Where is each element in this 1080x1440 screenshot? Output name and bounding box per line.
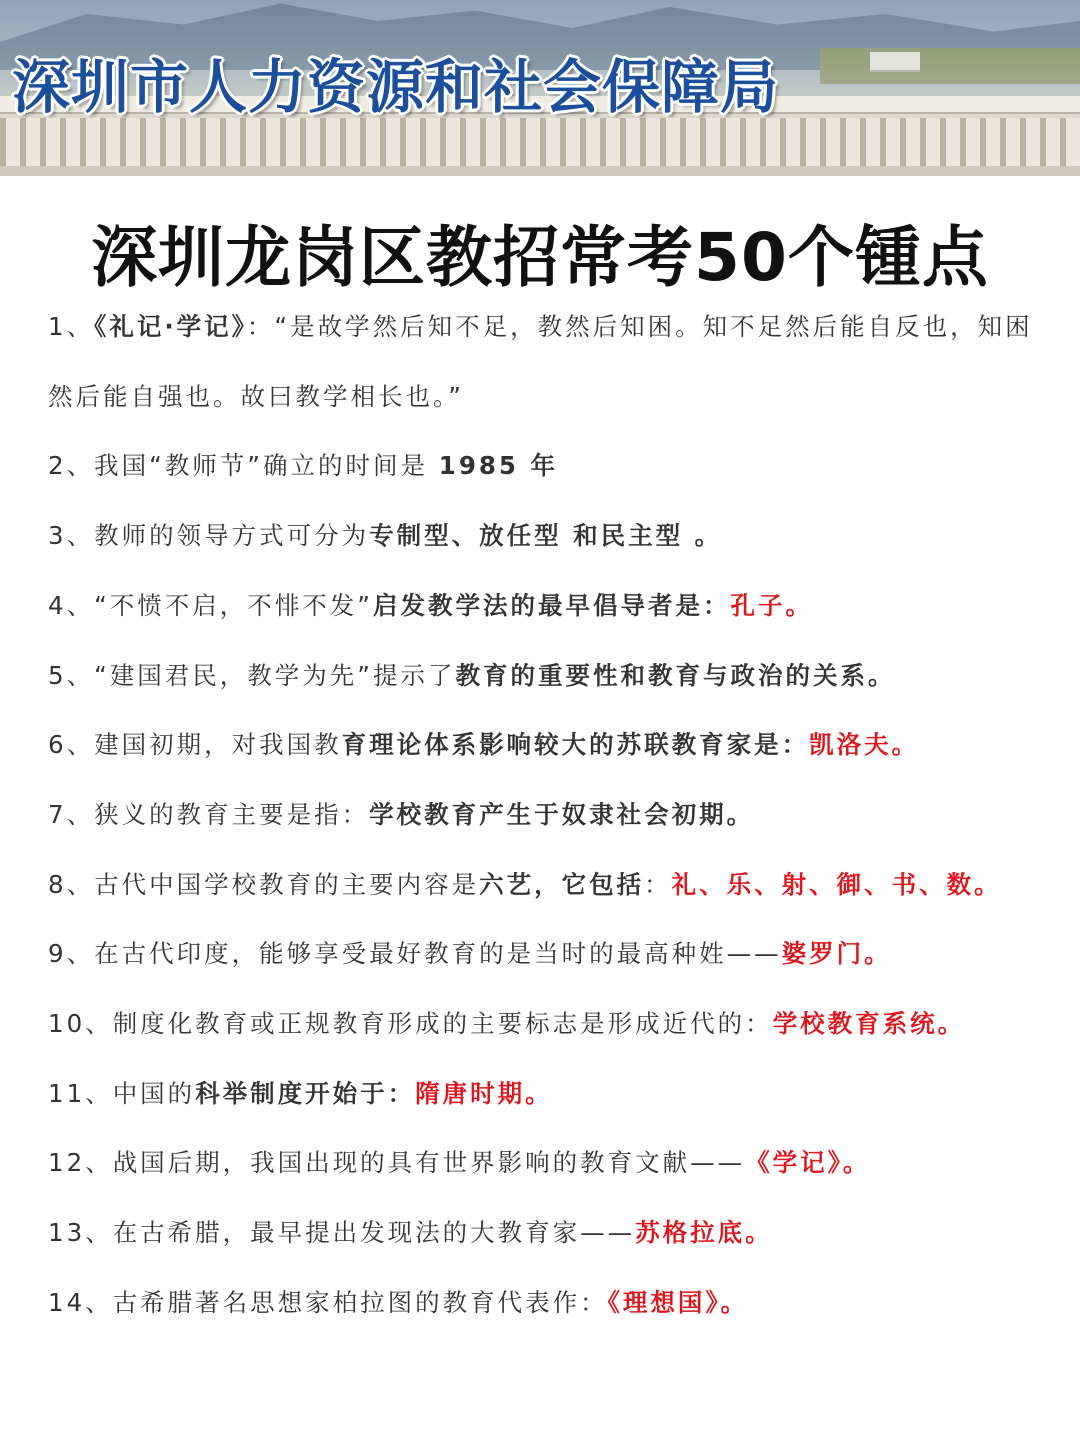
list-item <box>48 641 1038 711</box>
answer-highlight: 《学记》。 <box>745 1148 871 1178</box>
item-number: 7、 <box>48 799 95 829</box>
distant-building <box>870 52 920 72</box>
key-phrase: 教育的重要性和教育与政治的关系。 <box>455 660 896 690</box>
key-phrase: 科举制度开始于： <box>195 1078 416 1108</box>
item-text: 中国的 <box>112 1078 196 1108</box>
list-item <box>48 989 1038 1059</box>
banner-title: 深圳市人力资源和社会保障局 <box>12 53 780 121</box>
header-banner <box>0 0 1080 176</box>
item-number: 4、 <box>48 590 95 620</box>
answer-highlight: 凯洛夫。 <box>809 730 920 760</box>
list-item <box>48 1059 1038 1129</box>
list-item <box>48 431 1038 501</box>
road-strip <box>0 166 1080 176</box>
list-item <box>48 1198 1038 1268</box>
list-item <box>48 710 1038 780</box>
item-text: 建国初期，对我国教 <box>94 730 342 760</box>
list-item <box>48 501 1038 571</box>
item-number: 11、 <box>48 1078 113 1108</box>
item-text: “建国君民，教学为先”提示了 <box>94 660 456 690</box>
item-text: 我国“教师节”确立的时间是 <box>94 451 439 481</box>
answer-highlight: 孔子。 <box>730 590 813 620</box>
list-item <box>48 1268 1038 1338</box>
answer-highlight: 苏格拉底。 <box>635 1218 773 1248</box>
list-item <box>48 919 1038 989</box>
item-text: “不愤不启，不悱不发” <box>94 590 373 620</box>
key-phrase: 学校教育产生于奴隶社会初期。 <box>369 799 755 829</box>
item-number: 13、 <box>48 1218 113 1248</box>
item-number: 14、 <box>48 1287 113 1317</box>
answer-highlight: 婆罗门。 <box>781 939 892 969</box>
item-text: 狭义的教育主要是指： <box>94 799 370 829</box>
item-number: 1、 <box>48 312 95 341</box>
answer-highlight: 学校教育系统。 <box>772 1009 966 1039</box>
item-text: 古希腊著名思想家柏拉图的教育代表作： <box>112 1287 608 1317</box>
key-phrase: 启发教学法的最早倡导者是： <box>372 590 731 620</box>
item-number: 2、 <box>48 451 95 481</box>
key-phrase: 六艺，它包括 <box>479 869 645 899</box>
item-text: ： <box>644 869 672 899</box>
answer-highlight: 隋唐时期。 <box>415 1078 553 1108</box>
answer-highlight: 《理想国》。 <box>607 1287 749 1317</box>
item-number: 3、 <box>48 521 95 551</box>
item-number: 12、 <box>48 1148 113 1178</box>
item-text: 古代中国学校教育的主要内容是 <box>94 869 480 899</box>
key-phrase: 《礼记·学记》 <box>94 312 247 341</box>
item-number: 5、 <box>48 660 95 690</box>
list-item <box>48 850 1038 920</box>
item-list <box>48 292 1038 1338</box>
answer-highlight: 礼、乐、射、御、书、数。 <box>671 869 1002 899</box>
list-item <box>48 1128 1038 1198</box>
item-number: 8、 <box>48 869 95 899</box>
key-phrase: 1985 年 <box>438 451 558 481</box>
item-number: 9、 <box>48 939 95 969</box>
item-number: 10、 <box>48 1009 113 1039</box>
key-phrase: 专制型、放任型 和民主型 。 <box>369 521 723 551</box>
key-phrase: 育理论体系影响较大的苏联教育家是： <box>341 730 810 760</box>
page-title: 深圳龙岗区教招常考50个锺点 <box>91 219 989 296</box>
item-text: 制度化教育或正规教育形成的主要标志是形成近代的： <box>112 1009 773 1039</box>
item-text: 在古希腊，最早提出发现法的大教育家—— <box>112 1218 636 1248</box>
list-item <box>48 571 1038 641</box>
list-item <box>48 292 1038 431</box>
item-text: 在古代印度，能够享受最好教育的是当时的最高种姓—— <box>94 939 782 969</box>
item-text: ：“是故学然后知不足，教然后知困。知不足然后能自反也，知困然后能自强也。故曰教学相长也。” <box>48 312 1033 411</box>
list-item <box>48 780 1038 850</box>
item-text: 战国后期，我国出现的具有世界影响的教育文献—— <box>112 1148 746 1178</box>
hillside-backdrop <box>820 48 1080 84</box>
item-text: 教师的领导方式可分为 <box>94 521 370 551</box>
item-number: 6、 <box>48 730 95 760</box>
